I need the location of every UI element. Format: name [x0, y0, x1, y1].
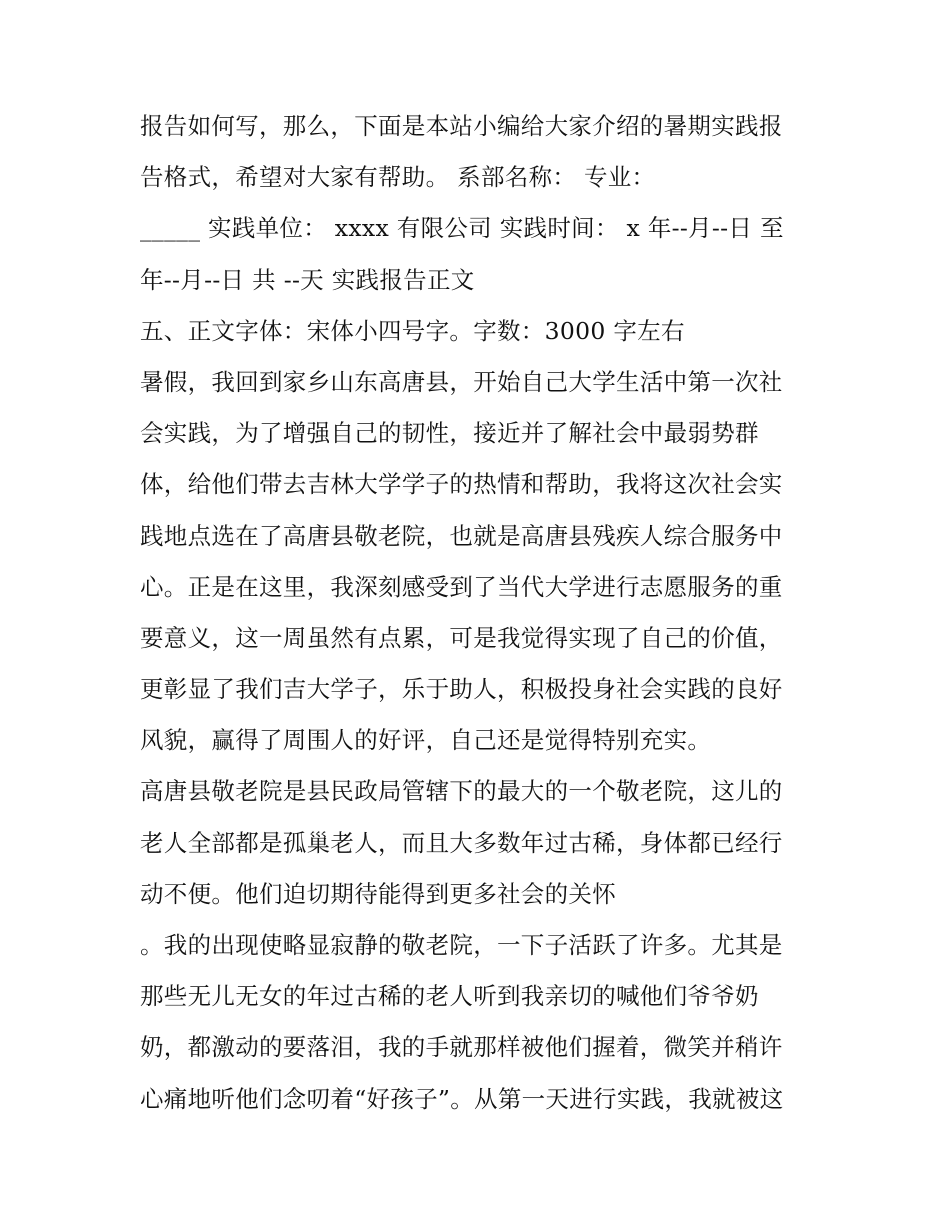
text-line: 风貌，赢得了周围人的好评，自己还是觉得特别充实。 [140, 726, 712, 755]
text-line: 动不便。他们迫切期待能得到更多社会的关怀 [140, 879, 616, 908]
text-line: 心痛地听他们念叨着“好孩子”。从第一天进行实践，我就被这 [140, 1084, 784, 1113]
text-line: 报告如何写，那么，下面是本站小编给大家介绍的暑期实践报 [140, 112, 783, 140]
text-line: _____ 实践单位： xxxx 有限公司 实践时间： x 年--月--日 至 [140, 214, 784, 243]
document-body [140, 101, 830, 1125]
text-line: 践地点选在了高唐县敬老院，也就是高唐县残疾人综合服务中 [140, 521, 783, 550]
text-line: 会实践，为了增强自己的韧性，接近并了解社会中最弱势群 [140, 419, 759, 448]
text-line: 奶，都激动的要落泪，我的手就那样被他们握着，微笑并稍许 [140, 1033, 783, 1062]
text-line: 五、正文字体：宋体小四号字。字数：3000 字左右 [140, 316, 685, 345]
text-line: 年--月--日 共 --天 实践报告正文 [140, 265, 475, 294]
text-line: 告格式，希望对大家有帮助。 系部名称： 专业： [140, 163, 656, 192]
text-line: 心。正是在这里，我深刻感受到了当代大学进行志愿服务的重 [140, 572, 783, 601]
text-line: 老人全部都是孤巢老人，而且大多数年过古稀，身体都已经行 [140, 828, 783, 857]
text-line: 高唐县敬老院是县民政局管辖下的最大的一个敬老院，这儿的 [140, 777, 783, 806]
text-line: 。我的出现使略显寂静的敬老院，一下子活跃了许多。尤其是 [140, 931, 783, 959]
text-line: 那些无儿无女的年过古稀的老人听到我亲切的喊他们爷爷奶 [140, 982, 759, 1011]
text-line: 暑假，我回到家乡山东高唐县，开始自己大学生活中第一次社 [140, 367, 783, 396]
text-line: 更彰显了我们吉大学子，乐于助人，积极投身社会实践的良好 [140, 675, 783, 704]
text-line: 要意义，这一周虽然有点累，可是我觉得实现了自己的价值， [140, 623, 783, 652]
text-line: 体，给他们带去吉林大学学子的热情和帮助，我将这次社会实 [140, 470, 783, 499]
